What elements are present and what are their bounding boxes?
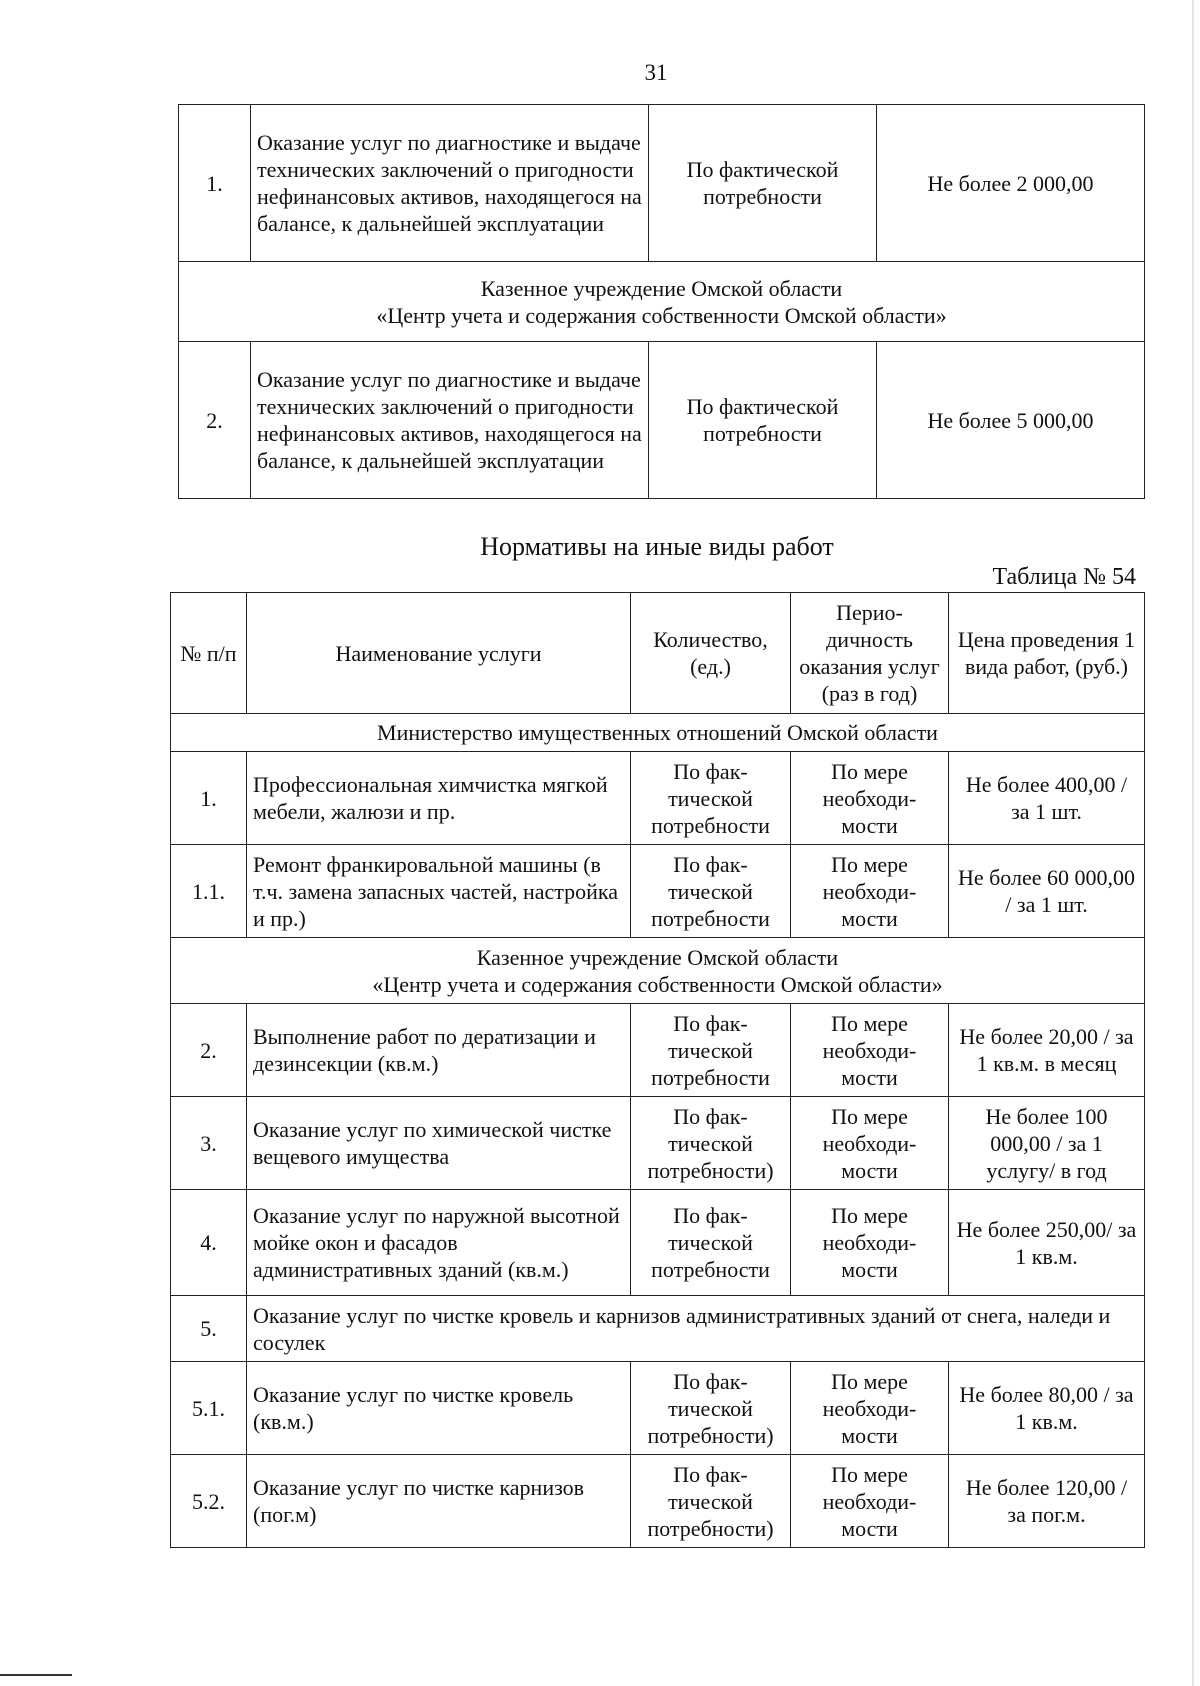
price: Не более 2 000,00 xyxy=(877,105,1145,262)
price: Не более 120,00 / за пог.м. xyxy=(949,1455,1145,1548)
quantity: По фак-тической потребности) xyxy=(631,1455,791,1548)
table-row xyxy=(171,845,1145,938)
table-row xyxy=(179,342,1145,499)
page-number: 31 xyxy=(644,60,668,85)
header-quantity: Количество, (ед.) xyxy=(631,593,791,714)
quantity: По фак-тической потребности xyxy=(631,1004,791,1097)
quantity: По фак-тической потребности xyxy=(631,752,791,845)
row-number: 5. xyxy=(171,1296,247,1362)
continuation-table xyxy=(178,104,1145,499)
periodicity: По мере необходи-мости xyxy=(791,1455,949,1548)
service-name: Оказание услуг по химической чистке вещевого имущества xyxy=(247,1097,631,1190)
header-name: Наименование услуги xyxy=(247,593,631,714)
periodicity: По мере необходи-мости xyxy=(791,752,949,845)
footer-rule xyxy=(0,1674,72,1676)
table-row xyxy=(171,1296,1145,1362)
section-line-1: Казенное учреждение Омской области xyxy=(476,944,839,970)
row-number: 2. xyxy=(179,342,251,499)
service-name: Оказание услуг по чистке кровель и карнизов административных зданий от снега, наледи и сосулек xyxy=(247,1296,1145,1362)
price: Не более 400,00 / за 1 шт. xyxy=(949,752,1145,845)
price: Не более 100 000,00 / за 1 услугу/ в год xyxy=(949,1097,1145,1190)
row-number: 5.1. xyxy=(171,1362,247,1455)
table-row xyxy=(171,1004,1145,1097)
price: Не более 20,00 / за 1 кв.м. в месяц xyxy=(949,1004,1145,1097)
quantity: По фак-тической потребности) xyxy=(631,1362,791,1455)
norms-table xyxy=(170,592,1145,1548)
section-row xyxy=(171,938,1145,1004)
table-row xyxy=(179,105,1145,262)
quantity: По фак-тической потребности xyxy=(631,1190,791,1296)
table-caption: Таблица № 54 xyxy=(992,564,1136,590)
section-line-2: «Центр учета и содержания собственности Омской области» xyxy=(376,302,947,328)
table-row xyxy=(171,1362,1145,1455)
periodicity: По мере необходи-мости xyxy=(791,1004,949,1097)
section-line-2: «Центр учета и содержания собственности Омской области» xyxy=(372,971,943,997)
row-number: 3. xyxy=(171,1097,247,1190)
price: Не более 5 000,00 xyxy=(877,342,1145,499)
service-name: Оказание услуг по диагностике и выдаче технических заключений о пригодности нефинансовых активов, находящегося на балансе, к дальнейшей эксплуатации xyxy=(251,105,649,262)
row-number: 1.1. xyxy=(171,845,247,938)
section-line-1: Казенное учреждение Омской области xyxy=(480,275,843,301)
section-row xyxy=(171,714,1145,752)
service-name: Оказание услуг по наружной высотной мойке окон и фасадов административных зданий (кв.м.) xyxy=(247,1190,631,1296)
table-row xyxy=(171,1455,1145,1548)
section-header xyxy=(179,262,1145,342)
section-row xyxy=(179,262,1145,342)
service-name: Оказание услуг по диагностике и выдаче технических заключений о пригодности нефинансовых активов, находящегося на балансе, к дальнейшей эксплуатации xyxy=(251,342,649,499)
row-number: 4. xyxy=(171,1190,247,1296)
header-row xyxy=(171,593,1145,714)
service-name: Профессиональная химчистка мягкой мебели, жалюзи и пр. xyxy=(247,752,631,845)
service-name: Выполнение работ по дератизации и дезинсекции (кв.м.) xyxy=(247,1004,631,1097)
header-periodicity: Перио-дичность оказания услуг (раз в год) xyxy=(791,593,949,714)
quantity: По фактической потребности xyxy=(649,105,877,262)
row-number: 5.2. xyxy=(171,1455,247,1548)
price: Не более 250,00/ за 1 кв.м. xyxy=(949,1190,1145,1296)
table-row xyxy=(171,752,1145,845)
quantity: По фак-тической потребности xyxy=(631,845,791,938)
periodicity: По мере необходи-мости xyxy=(791,1362,949,1455)
service-name: Ремонт франкировальной машины (в т.ч. замена запасных частей, настройка и пр.) xyxy=(247,845,631,938)
quantity: По фактической потребности xyxy=(649,342,877,499)
header-num: № п/п xyxy=(171,593,247,714)
quantity: По фак-тической потребности) xyxy=(631,1097,791,1190)
periodicity: По мере необходи-мости xyxy=(791,1190,949,1296)
table-row xyxy=(171,1190,1145,1296)
header-price: Цена проведения 1 вида работ, (руб.) xyxy=(949,593,1145,714)
section-title: Нормативы на иные виды работ xyxy=(480,532,834,561)
price: Не более 60 000,00 / за 1 шт. xyxy=(949,845,1145,938)
service-name: Оказание услуг по чистке кровель (кв.м.) xyxy=(247,1362,631,1455)
section-header xyxy=(171,938,1145,1004)
row-number: 2. xyxy=(171,1004,247,1097)
scan-edge xyxy=(1192,0,1194,1686)
price: Не более 80,00 / за 1 кв.м. xyxy=(949,1362,1145,1455)
row-number: 1. xyxy=(179,105,251,262)
table-row xyxy=(171,1097,1145,1190)
section-header: Министерство имущественных отношений Омской области xyxy=(171,714,1145,752)
row-number: 1. xyxy=(171,752,247,845)
service-name: Оказание услуг по чистке карнизов (пог.м) xyxy=(247,1455,631,1548)
periodicity: По мере необходи-мости xyxy=(791,845,949,938)
periodicity: По мере необходи-мости xyxy=(791,1097,949,1190)
